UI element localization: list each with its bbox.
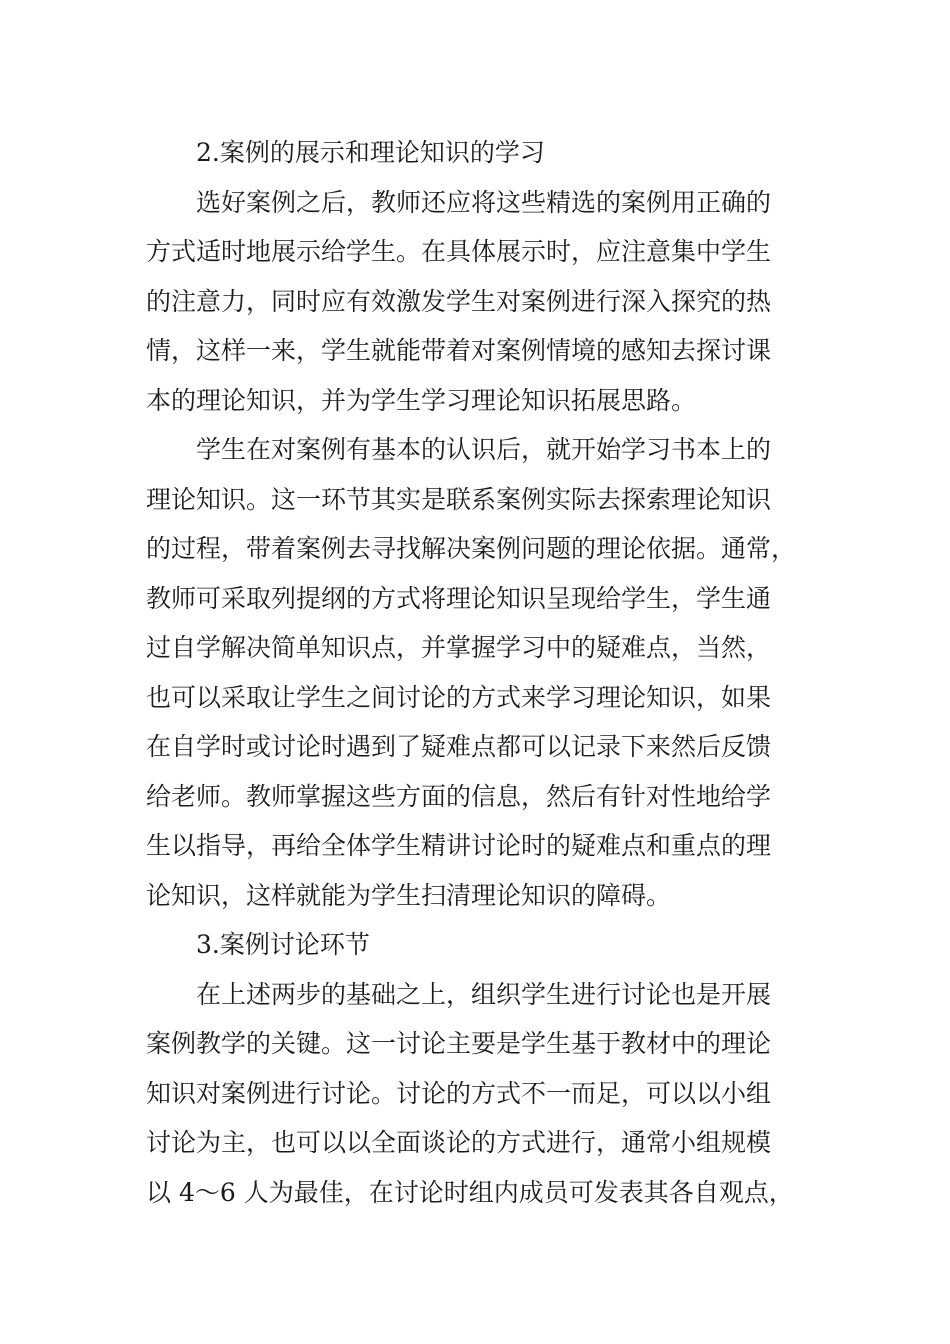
paragraph-line: 方式适时地展示给学生。在具体展示时，应注意集中学生 (146, 237, 772, 266)
paragraph-line: 生以指导，再给全体学生精讲讨论时的疑难点和重点的理 (146, 831, 772, 860)
paragraph-line: 在上述两步的基础之上，组织学生进行讨论也是开展 (196, 979, 772, 1009)
paragraph-line: 在自学时或讨论时遇到了疑难点都可以记录下来然后反馈 (146, 732, 772, 761)
paragraph-line: 论知识，这样就能为学生扫清理论知识的障碍。 (146, 880, 672, 910)
document-body (146, 128, 797, 1217)
paragraph-line: 情，这样一来，学生就能带着对案例情境的感知去探讨课 (146, 336, 772, 365)
paragraph-line: 本的理论知识，并为学生学习理论知识拓展思路。 (146, 385, 697, 415)
paragraph-line: 也可以采取让学生之间讨论的方式来学习理论知识，如果 (146, 682, 772, 712)
paragraph-theory-learning (146, 425, 797, 920)
paragraph-line: 理论知识。这一环节其实是联系案例实际去探索理论知识 (146, 484, 772, 514)
paragraph-line: 知识对案例进行讨论。讨论的方式不一而足，可以以小组 (146, 1078, 772, 1108)
paragraph-line: 的过程，带着案例去寻找解决案例问题的理论依据。通常， (146, 534, 797, 563)
section-heading-2: 2.案例的展示和理论知识的学习 (196, 138, 545, 167)
paragraph-line: 讨论为主，也可以以全面谈论的方式进行，通常小组规模 (146, 1128, 772, 1157)
paragraph-line: 给老师。教师掌握这些方面的信息，然后有针对性地给学 (146, 781, 772, 811)
paragraph-line: 过自学解决简单知识点，并掌握学习中的疑难点，当然， (146, 633, 772, 662)
section-heading-3: 3.案例讨论环节 (196, 930, 370, 959)
paragraph-line: 选好案例之后，教师还应将这些精选的案例用正确的 (196, 187, 772, 217)
paragraph-line: 的注意力，同时应有效激发学生对案例进行深入探究的热 (146, 286, 772, 316)
paragraph-line: 以 4～6 人为最佳，在讨论时组内成员可发表其各自观点， (146, 1177, 794, 1207)
paragraph-line: 学生在对案例有基本的认识后，就开始学习书本上的 (196, 435, 772, 464)
paragraph-line: 案例教学的关键。这一讨论主要是学生基于教材中的理论 (146, 1029, 772, 1058)
paragraph-line: 教师可采取列提纲的方式将理论知识呈现给学生，学生通 (146, 583, 772, 613)
paragraph-case-discussion (146, 970, 794, 1218)
paragraph-case-presentation (146, 178, 786, 426)
